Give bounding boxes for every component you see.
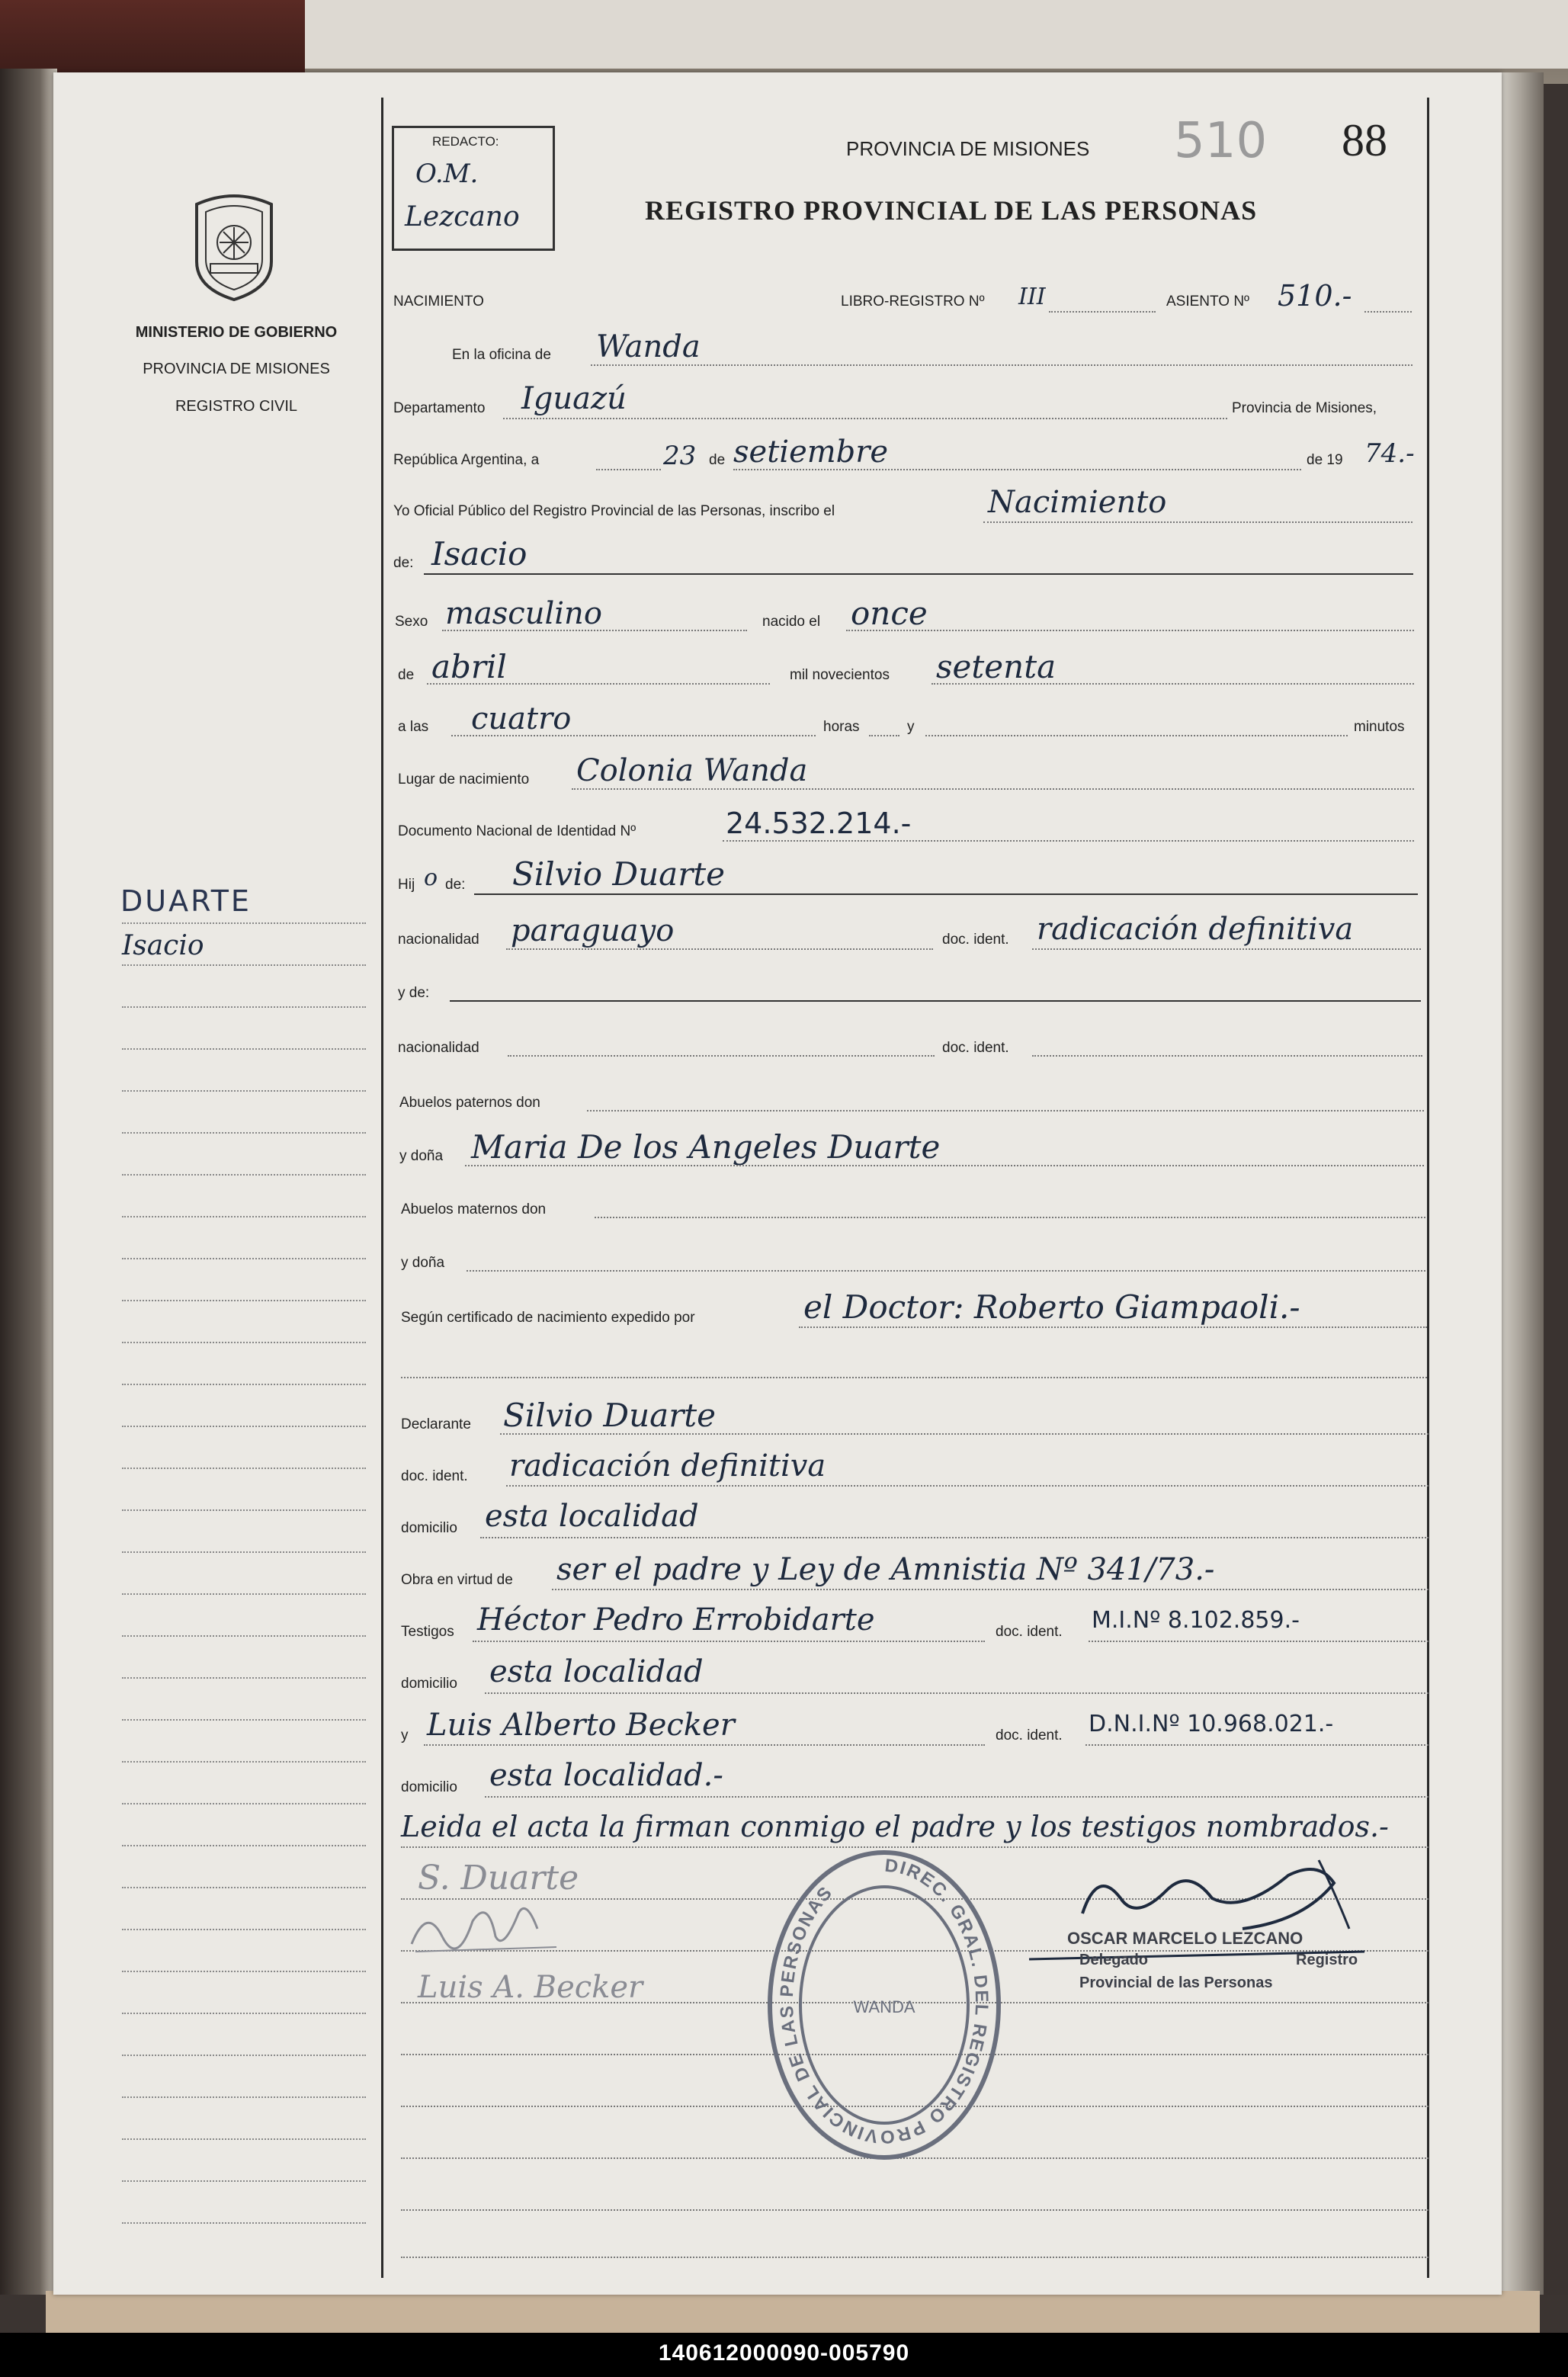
margin-surname: DUARTE — [120, 884, 252, 918]
documento-label: Documento Nacional de Identidad Nº — [398, 823, 636, 839]
hijo-suffix: o — [424, 865, 438, 891]
obra-label: Obra en virtud de — [401, 1572, 513, 1588]
under-page — [290, 0, 1568, 69]
nacido-value: once — [851, 595, 928, 632]
libro-value: III — [1018, 284, 1046, 310]
abuelos-maternos-label: Abuelos maternos don — [401, 1201, 547, 1217]
ministry-title: MINISTERIO DE GOBIERNO — [135, 324, 338, 341]
libro-label: LIBRO-REGISTRO Nº — [841, 294, 985, 310]
registry-stamp-icon — [762, 1845, 1006, 2165]
documento-value: 24.532.214.- — [726, 807, 912, 840]
sexo-value: masculino — [445, 596, 602, 631]
asiento-label: ASIENTO Nº — [1166, 294, 1249, 310]
redacto-value-2: Lezcano — [405, 201, 520, 233]
testigos-label: Testigos — [401, 1624, 454, 1640]
domicilio2-value: esta localidad — [489, 1654, 704, 1689]
margin-given-name: Isacio — [122, 930, 204, 961]
signature-witness-1-icon — [404, 1891, 572, 1959]
de-label: de — [709, 452, 726, 468]
oficial-value: Nacimiento — [988, 485, 1167, 520]
doc-ident3-value: radicación definitiva — [509, 1448, 826, 1484]
official-title-2: Registro — [1296, 1952, 1358, 1968]
a-las-label: a las — [398, 719, 429, 735]
testigo1-value: Héctor Pedro Errobidarte — [477, 1602, 875, 1638]
provincia-suffix: Provincia de Misiones, — [1232, 400, 1377, 416]
asiento-value: 510.- — [1278, 279, 1352, 313]
de-mes-label: de — [398, 667, 415, 683]
mil-label: mil novecientos — [790, 667, 890, 683]
domicilio-label: domicilio — [401, 1520, 457, 1536]
doc-ident4-value: M.I.Nº 8.102.859.- — [1092, 1607, 1300, 1634]
minutos-label: minutos — [1354, 719, 1405, 735]
anio-prefix: de 19 — [1307, 452, 1343, 468]
hijo-de-label: de: — [445, 877, 466, 893]
certificado-label: Según certificado de nacimiento expedido por — [401, 1310, 695, 1326]
y-label: y — [907, 719, 915, 735]
doc-ident5-value: D.N.I.Nº 10.968.021.- — [1089, 1711, 1334, 1737]
book-cover — [0, 0, 305, 72]
declarante-value: Silvio Duarte — [503, 1397, 717, 1434]
svg-text:WANDA: WANDA — [853, 1997, 915, 2016]
hijo-label: Hij — [398, 877, 415, 893]
crest-icon — [189, 189, 279, 303]
ministry-province: PROVINCIA DE MISIONES — [143, 361, 330, 377]
obra-value: ser el padre y Ley de Amnistia Nº 341/73.- — [556, 1552, 1215, 1587]
de-nombre-label: de: — [393, 555, 414, 571]
anio-value: 74.- — [1364, 438, 1415, 469]
y-dona-label: y doña — [399, 1148, 444, 1164]
printed-page-number: 88 — [1342, 115, 1387, 165]
mes-value: setiembre — [733, 435, 889, 470]
dia-value: 23 — [663, 441, 697, 471]
domicilio2-label: domicilio — [401, 1676, 457, 1692]
oficina-value: Wanda — [596, 329, 701, 364]
nombre-value: Isacio — [431, 535, 527, 573]
signature-witness-2: Luis A. Becker — [418, 1970, 643, 2005]
domicilio3-value: esta localidad.- — [489, 1758, 723, 1793]
svg-text:DIREC. GRAL. DEL REGISTRO PROV: DIREC. GRAL. DEL REGISTRO PROVINCIAL DE LAS PERSONAS — [776, 1855, 992, 2148]
domicilio3-label: domicilio — [401, 1779, 457, 1795]
redacto-box — [392, 126, 555, 251]
y-dona-value: Maria De los Angeles Duarte — [471, 1128, 941, 1166]
horas-label: horas — [823, 719, 860, 735]
mil-value: setenta — [936, 648, 1057, 685]
doc-ident2-label: doc. ident. — [942, 1040, 1009, 1056]
official-name: OSCAR MARCELO LEZCANO — [1067, 1929, 1303, 1948]
page-title: REGISTRO PROVINCIAL DE LAS PERSONAS — [645, 195, 1258, 226]
doc-ident-label: doc. ident. — [942, 932, 1009, 948]
book-spine — [0, 69, 57, 2363]
lugar-value: Colonia Wanda — [576, 753, 808, 788]
y-de-label: y de: — [398, 985, 430, 1001]
sexo-label: Sexo — [395, 614, 428, 630]
doc-ident5-label: doc. ident. — [996, 1727, 1063, 1743]
margin-divider — [381, 98, 383, 2278]
handwritten-page-number: 510 — [1174, 113, 1268, 169]
hijo-value: Silvio Duarte — [512, 855, 726, 893]
ministry-registry: REGISTRO CIVIL — [175, 398, 298, 415]
certificado-value: el Doctor: Roberto Giampaoli.- — [803, 1288, 1300, 1326]
nacimiento-label: NACIMIENTO — [393, 294, 484, 310]
official-title-3: Provincial de las Personas — [1079, 1974, 1273, 1991]
y-dona2-label: y doña — [401, 1255, 445, 1271]
leida-text: Leida el acta la firman conmigo el padre y los testigos nombrados.- — [401, 1810, 1389, 1843]
de-mes-value: abril — [431, 648, 507, 685]
doc-ident-value: radicación definitiva — [1037, 912, 1354, 947]
testigo2-value: Luis Alberto Becker — [427, 1708, 735, 1743]
signature-declarante: S. Duarte — [418, 1859, 579, 1897]
oficial-label: Yo Oficial Público del Registro Provincial de las Personas, inscribo el — [393, 503, 835, 519]
abuelos-paternos-label: Abuelos paternos don — [399, 1095, 540, 1111]
domicilio-value: esta localidad — [485, 1499, 699, 1534]
declarante-label: Declarante — [401, 1416, 471, 1432]
official-title-1: Delegado — [1079, 1952, 1149, 1968]
doc-ident3-label: doc. ident. — [401, 1468, 468, 1484]
y2-label: y — [401, 1727, 409, 1743]
redacto-label: REDACTO: — [432, 134, 499, 149]
lugar-label: Lugar de nacimiento — [398, 771, 530, 788]
nacionalidad2-label: nacionalidad — [398, 1040, 479, 1056]
redacto-value-1: O.M. — [415, 159, 479, 189]
bottom-cover — [46, 2291, 1540, 2333]
departamento-value: Iguazú — [521, 381, 627, 416]
doc-ident4-label: doc. ident. — [996, 1624, 1063, 1640]
oficina-label: En la oficina de — [452, 347, 551, 363]
a-las-value: cuatro — [471, 701, 572, 736]
nacido-label: nacido el — [762, 614, 821, 630]
page-edges — [1498, 72, 1544, 2302]
nacionalidad-label: nacionalidad — [398, 932, 479, 948]
republica-label: República Argentina, a — [393, 452, 540, 468]
nacionalidad-value: paraguayo — [511, 913, 675, 948]
image-caption: 140612000090-005790 — [658, 2340, 910, 2366]
departamento-label: Departamento — [393, 400, 486, 416]
province-header: PROVINCIA DE MISIONES — [846, 137, 1090, 160]
